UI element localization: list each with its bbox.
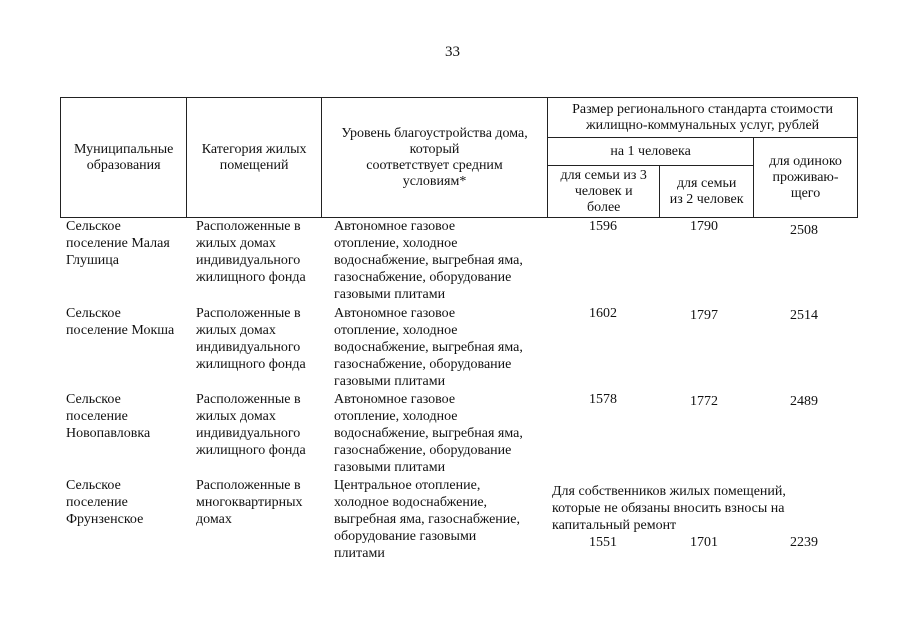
row-value-family2: 1797 (690, 308, 718, 323)
row-municipality: Сельское поселение Мокша (66, 306, 175, 338)
header-municipality: Муниципальные образования (61, 98, 187, 218)
row-value-single: 2239 (790, 535, 818, 550)
page-number: 33 (445, 44, 460, 60)
row-municipality: Сельское поселение Новопавловка (66, 392, 151, 441)
header-category: Категория жилых помещений (187, 98, 322, 218)
row-value-single: 2508 (790, 223, 818, 238)
row-value-family3: 1578 (589, 392, 617, 407)
row-category: Расположенные в многоквартирных домах (196, 478, 303, 527)
row-category: Расположенные в жилых домах индивидуального жилищного фонда (196, 219, 306, 285)
row-value-family3: 1596 (589, 219, 617, 234)
row-municipality: Сельское поселение Фрунзенское (66, 478, 144, 527)
row-note: Для собственников жилых помещений, которые не обязаны вносить взносы на капитальный ремонт (552, 484, 786, 533)
row-level: Автономное газовое отопление, холодное водоснабжение, выгребная яма, газоснабжение, оборудование газовыми плитами (334, 219, 523, 302)
header-family2: для семьи из 2 человек (660, 166, 754, 218)
row-value-single: 2514 (790, 308, 818, 323)
row-value-family2: 1790 (690, 219, 718, 234)
row-value-family2: 1772 (690, 394, 718, 409)
row-level: Автономное газовое отопление, холодное водоснабжение, выгребная яма, газоснабжение, оборудование газовыми плитами (334, 306, 523, 389)
row-value-family3: 1551 (589, 535, 617, 550)
row-level: Центральное отопление, холодное водоснабжение, выгребная яма, газоснабжение, оборудование газовыми плитами (334, 478, 521, 561)
row-municipality: Сельское поселение Малая Глушица (66, 219, 170, 268)
row-value-family3: 1602 (589, 306, 617, 321)
header-family3: для семьи из 3 человек и более (548, 166, 660, 218)
row-category: Расположенные в жилых домах индивидуального жилищного фонда (196, 392, 306, 458)
row-level: Автономное газовое отопление, холодное водоснабжение, выгребная яма, газоснабжение, оборудование газовыми плитами (334, 392, 523, 475)
header-per-person: на 1 человека (548, 138, 754, 166)
row-value-family2: 1701 (690, 535, 718, 550)
table-header (60, 97, 858, 218)
header-size-group: Размер регионального стандарта стоимости жилищно-коммунальных услуг, рублей (548, 98, 858, 138)
header-single: для одиноко проживаю- щего (754, 138, 858, 218)
row-category: Расположенные в жилых домах индивидуального жилищного фонда (196, 306, 306, 372)
row-value-single: 2489 (790, 394, 818, 409)
header-level: Уровень благоустройства дома, который соответствует средним условиям* (321, 98, 547, 218)
